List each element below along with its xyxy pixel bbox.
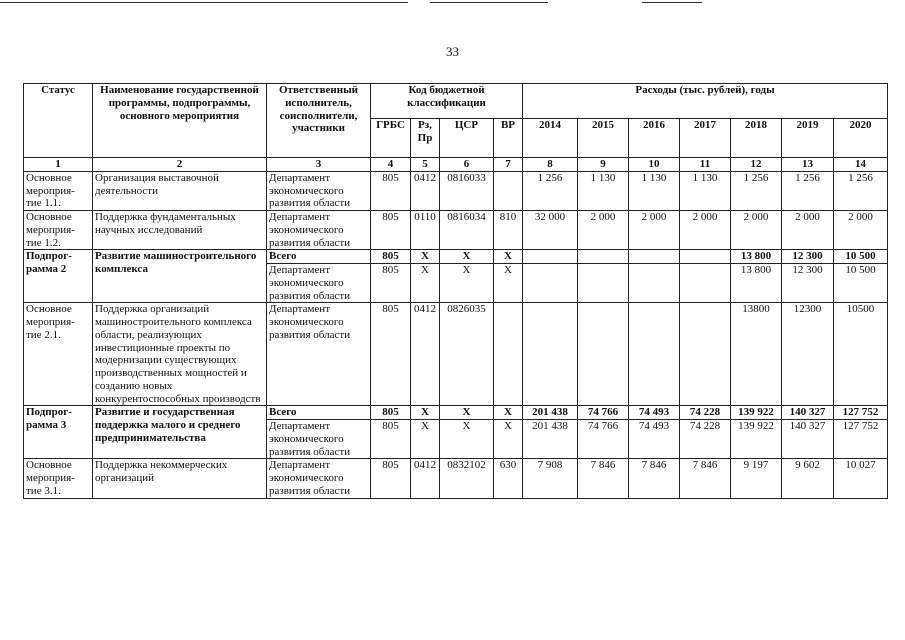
row-rzpr: Х [411, 264, 440, 303]
row-year-value: 2 000 [782, 211, 834, 250]
row-year-value: 12300 [782, 303, 834, 406]
row-csr: Х [440, 250, 494, 264]
header-budget-code: Код бюджетной классификации [371, 84, 523, 119]
header-year: 2020 [834, 119, 888, 158]
top-rule-middle [430, 2, 548, 3]
row-grbs: 805 [371, 303, 411, 406]
column-number: 13 [782, 158, 834, 172]
row-csr: Х [440, 420, 494, 459]
row-year-value: 7 846 [680, 459, 731, 498]
row-year-value [578, 250, 629, 264]
table-row [24, 171, 888, 210]
row-status: Основное мероприя-тие 2.1. [24, 303, 93, 406]
column-number: 14 [834, 158, 888, 172]
row-year-value [680, 250, 731, 264]
row-year-value: 13 800 [731, 264, 782, 303]
row-year-value: 10 500 [834, 250, 888, 264]
row-year-value: 74 493 [629, 406, 680, 420]
column-number: 1 [24, 158, 93, 172]
row-executor: Всего [267, 406, 371, 420]
row-csr: Х [440, 264, 494, 303]
row-status: Основное мероприя-тие 1.2. [24, 211, 93, 250]
row-year-value: 127 752 [834, 406, 888, 420]
row-year-value: 201 438 [523, 420, 578, 459]
header-expenses: Расходы (тыс. рублей), годы [523, 84, 888, 119]
header-executor: Ответственный исполнитель, соисполнители, участники [267, 84, 371, 158]
header-year: 2018 [731, 119, 782, 158]
row-year-value: 74 493 [629, 420, 680, 459]
row-name: Развитие и государственная поддержка малого и среднего предпринимательства [93, 406, 267, 459]
row-year-value: 13800 [731, 303, 782, 406]
column-number: 5 [411, 158, 440, 172]
row-grbs: 805 [371, 459, 411, 498]
row-year-value: 2 000 [629, 211, 680, 250]
row-year-value: 10 027 [834, 459, 888, 498]
row-year-value: 74 766 [578, 406, 629, 420]
header-code-col: ЦСР [440, 119, 494, 158]
column-number: 9 [578, 158, 629, 172]
row-executor: Департамент экономического развития области [267, 303, 371, 406]
row-executor: Департамент экономического развития области [267, 420, 371, 459]
row-rzpr: Х [411, 420, 440, 459]
row-year-value: 1 130 [680, 171, 731, 210]
row-executor: Департамент экономического развития области [267, 264, 371, 303]
row-year-value [523, 264, 578, 303]
header-name: Наименование государственной программы, подпрограммы, основного мероприятия [93, 84, 267, 158]
row-year-value: 9 602 [782, 459, 834, 498]
row-grbs: 805 [371, 264, 411, 303]
row-year-value: 7 846 [578, 459, 629, 498]
header-year: 2015 [578, 119, 629, 158]
row-year-value [629, 250, 680, 264]
row-year-value [629, 303, 680, 406]
budget-table [23, 83, 888, 499]
row-status: Подпрог-рамма 2 [24, 250, 93, 303]
row-csr: 0816033 [440, 171, 494, 210]
row-vr [494, 171, 523, 210]
row-year-value: 9 197 [731, 459, 782, 498]
row-csr: 0832102 [440, 459, 494, 498]
row-year-value [523, 250, 578, 264]
row-grbs: 805 [371, 420, 411, 459]
row-vr: Х [494, 420, 523, 459]
column-number: 3 [267, 158, 371, 172]
column-number: 12 [731, 158, 782, 172]
column-number: 10 [629, 158, 680, 172]
row-executor: Департамент экономического развития области [267, 171, 371, 210]
top-rule-left [0, 2, 408, 3]
row-csr: 0826035 [440, 303, 494, 406]
row-rzpr: Х [411, 406, 440, 420]
row-rzpr: 0412 [411, 459, 440, 498]
header-code-col: ВР [494, 119, 523, 158]
header-year: 2016 [629, 119, 680, 158]
row-year-value: 74 766 [578, 420, 629, 459]
top-rule-right [642, 2, 702, 3]
table-row [24, 211, 888, 250]
row-name: Развитие машиностроительного комплекса [93, 250, 267, 303]
row-year-value [680, 303, 731, 406]
table-row [24, 303, 888, 406]
row-year-value [578, 303, 629, 406]
row-year-value: 140 327 [782, 420, 834, 459]
row-year-value: 12 300 [782, 264, 834, 303]
header-status: Статус [24, 84, 93, 158]
row-year-value: 127 752 [834, 420, 888, 459]
row-name: Организация выставочной деятельности [93, 171, 267, 210]
row-vr [494, 303, 523, 406]
table-row [24, 250, 888, 264]
row-year-value [578, 264, 629, 303]
row-year-value: 1 256 [731, 171, 782, 210]
column-number: 2 [93, 158, 267, 172]
row-year-value: 32 000 [523, 211, 578, 250]
row-rzpr: 0412 [411, 171, 440, 210]
row-grbs: 805 [371, 250, 411, 264]
row-year-value: 139 922 [731, 420, 782, 459]
row-executor: Департамент экономического развития области [267, 211, 371, 250]
row-grbs: 805 [371, 171, 411, 210]
row-year-value: 140 327 [782, 406, 834, 420]
row-year-value: 74 228 [680, 420, 731, 459]
row-year-value: 10 500 [834, 264, 888, 303]
row-year-value: 139 922 [731, 406, 782, 420]
row-status: Основное мероприя-тие 1.1. [24, 171, 93, 210]
row-year-value: 74 228 [680, 406, 731, 420]
row-year-value: 1 130 [629, 171, 680, 210]
column-number: 11 [680, 158, 731, 172]
header-year: 2017 [680, 119, 731, 158]
header-code-col: Рз, Пр [411, 119, 440, 158]
row-year-value: 1 256 [782, 171, 834, 210]
row-year-value: 10500 [834, 303, 888, 406]
row-vr: 630 [494, 459, 523, 498]
column-number: 7 [494, 158, 523, 172]
row-year-value: 2 000 [834, 211, 888, 250]
row-executor: Всего [267, 250, 371, 264]
table-row [24, 406, 888, 420]
row-vr: Х [494, 250, 523, 264]
row-rzpr: 0412 [411, 303, 440, 406]
row-rzpr: 0110 [411, 211, 440, 250]
page-number: 33 [446, 44, 459, 59]
row-year-value: 7 846 [629, 459, 680, 498]
row-year-value: 13 800 [731, 250, 782, 264]
row-year-value: 201 438 [523, 406, 578, 420]
row-vr: Х [494, 264, 523, 303]
row-executor: Департамент экономического развития области [267, 459, 371, 498]
row-year-value: 2 000 [680, 211, 731, 250]
row-name: Поддержка организаций машиностроительного комплекса области, реализующих инвестиционные проекты по модернизации существующих производственных мощностей и созданию новых конкурентоспособных производств [93, 303, 267, 406]
row-name: Поддержка фундаментальных научных исследований [93, 211, 267, 250]
table-row [24, 459, 888, 498]
row-vr: 810 [494, 211, 523, 250]
row-year-value: 1 256 [523, 171, 578, 210]
row-year-value: 7 908 [523, 459, 578, 498]
row-year-value: 2 000 [731, 211, 782, 250]
row-status: Подпрог-рамма 3 [24, 406, 93, 459]
row-status: Основное мероприя-тие 3.1. [24, 459, 93, 498]
row-csr: Х [440, 406, 494, 420]
row-year-value: 12 300 [782, 250, 834, 264]
row-year-value [629, 264, 680, 303]
row-vr: Х [494, 406, 523, 420]
row-year-value [523, 303, 578, 406]
row-name: Поддержка некоммерческих организаций [93, 459, 267, 498]
row-rzpr: Х [411, 250, 440, 264]
row-year-value: 1 130 [578, 171, 629, 210]
row-year-value: 1 256 [834, 171, 888, 210]
header-year: 2014 [523, 119, 578, 158]
row-year-value [680, 264, 731, 303]
row-year-value: 2 000 [578, 211, 629, 250]
row-grbs: 805 [371, 406, 411, 420]
column-number: 8 [523, 158, 578, 172]
column-number: 6 [440, 158, 494, 172]
header-year: 2019 [782, 119, 834, 158]
header-code-col: ГРБС [371, 119, 411, 158]
column-number: 4 [371, 158, 411, 172]
row-grbs: 805 [371, 211, 411, 250]
row-csr: 0816034 [440, 211, 494, 250]
